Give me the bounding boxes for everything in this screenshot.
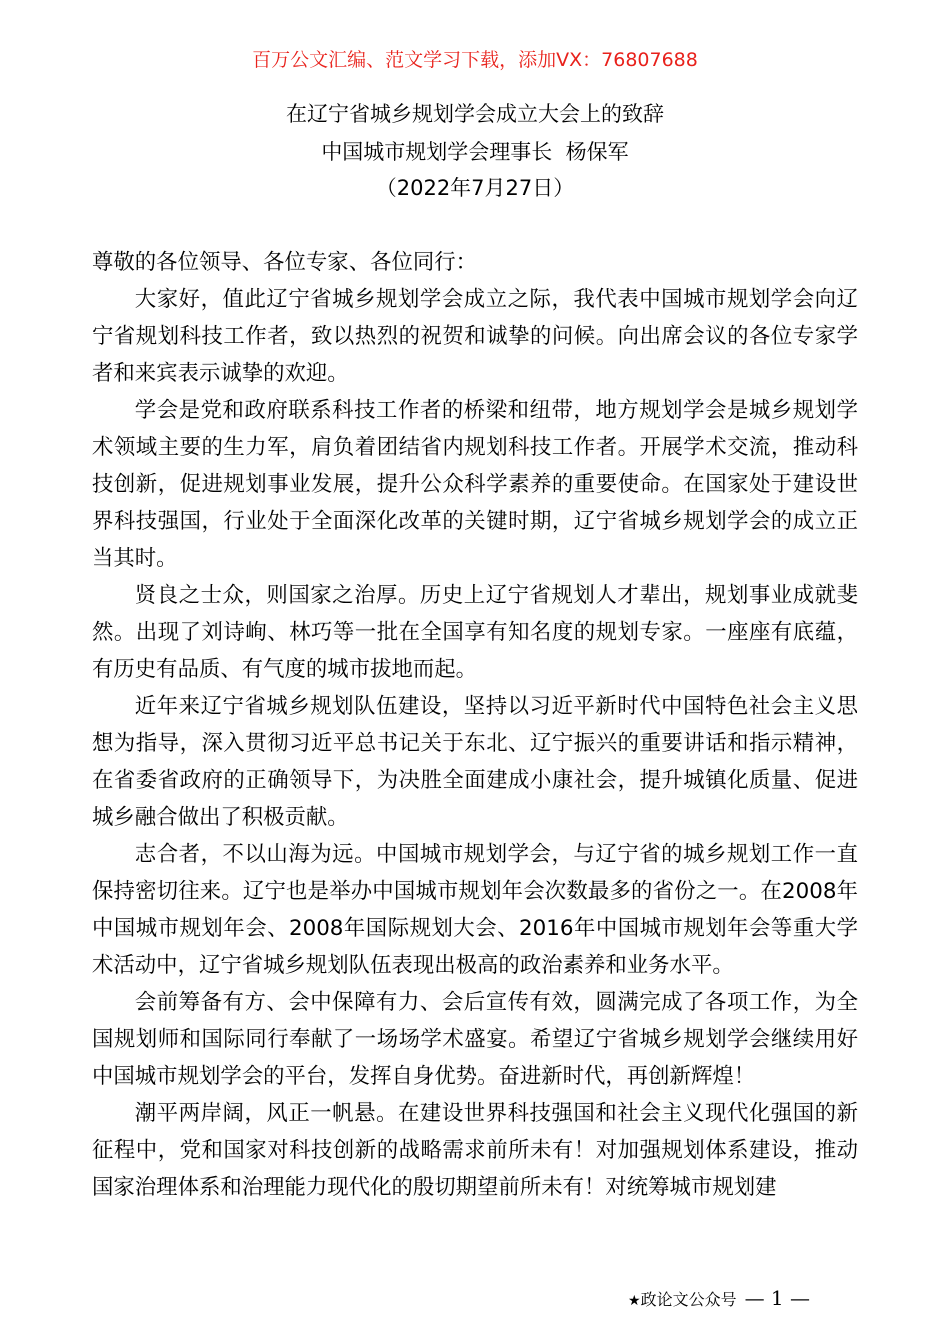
paragraph-4: 近年来辽宁省城乡规划队伍建设，坚持以习近平新时代中国特色社会主义思想为指导，深入贯彻习近平总书记关于东北、辽宁振兴的重要讲话和指示精神，在省委省政府的正确领导下，为决胜全面建成小康社会，提升城镇化质量、促进城乡融合做出了积极贡献。 — [92, 694, 858, 830]
speaker-line: 中国城市规划学会理事长 杨保军 — [321, 140, 629, 164]
page-footer — [628, 1286, 810, 1313]
speech-body — [92, 244, 858, 1206]
paragraph-7: 潮平两岸阔，风正一帆悬。在建设世界科技强国和社会主义现代化强国的新征程中，党和国家对科技创新的战略需求前所未有！对加强规划体系建设，推动国家治理体系和治理能力现代化的殷切期望前所未有！对统筹城市规划建 — [92, 1101, 858, 1200]
paragraph-3: 贤良之士众，则国家之治厚。历史上辽宁省规划人才辈出，规划事业成就斐然。出现了刘诗峋、林巧等一批在全国享有知名度的规划专家。一座座有底蕴，有历史有品质、有气度的城市拔地而起。 — [92, 583, 858, 682]
paragraph-2: 学会是党和政府联系科技工作者的桥梁和纽带，地方规划学会是城乡规划学术领域主要的生力军，肩负着团结省内规划科技工作者。开展学术交流，推动科技创新，促进规划事业发展，提升公众科学素养的重要使命。在国家处于建设世界科技强国，行业处于全面深化改革的关键时期，辽宁省城乡规划学会的成立正当其时。 — [92, 398, 858, 571]
salutation: 尊敬的各位领导、各位专家、各位同行： — [92, 250, 478, 275]
page-number: — 1 — — [744, 1286, 811, 1310]
paragraph-5: 志合者，不以山海为远。中国城市规划学会，与辽宁省的城乡规划工作一直保持密切往来。辽宁也是举办中国城市规划年会次数最多的省份之一。在2008年中国城市规划年会、2008年国际规划大会、2016年中国城市规划年会等重大学术活动中，辽宁省城乡规划队伍表现出极高的政治素养和业务水平。 — [92, 842, 858, 978]
document-title: 在辽宁省城乡规划学会成立大会上的致辞 — [286, 102, 664, 126]
speech-date: （2022年7月27日） — [375, 176, 575, 200]
paragraph-6: 会前筹备有方、会中保障有力、会后宣传有效，圆满完成了各项工作，为全国规划师和国际同行奉献了一场场学术盛宴。希望辽宁省城乡规划学会继续用好中国城市规划学会的平台，发挥自身优势。奋进新时代，再创新辉煌！ — [92, 990, 858, 1089]
footer-source: 政论文公众号 — [640, 1290, 737, 1309]
star-icon: ★ — [628, 1293, 641, 1309]
promo-banner: 百万公文汇编、范文学习下载，添加VX：76807688 — [252, 49, 698, 71]
paragraph-1: 大家好，值此辽宁省城乡规划学会成立之际，我代表中国城市规划学会向辽宁省规划科技工作者，致以热烈的祝贺和诚挚的问候。向出席会议的各位专家学者和来宾表示诚挚的欢迎。 — [92, 287, 858, 386]
